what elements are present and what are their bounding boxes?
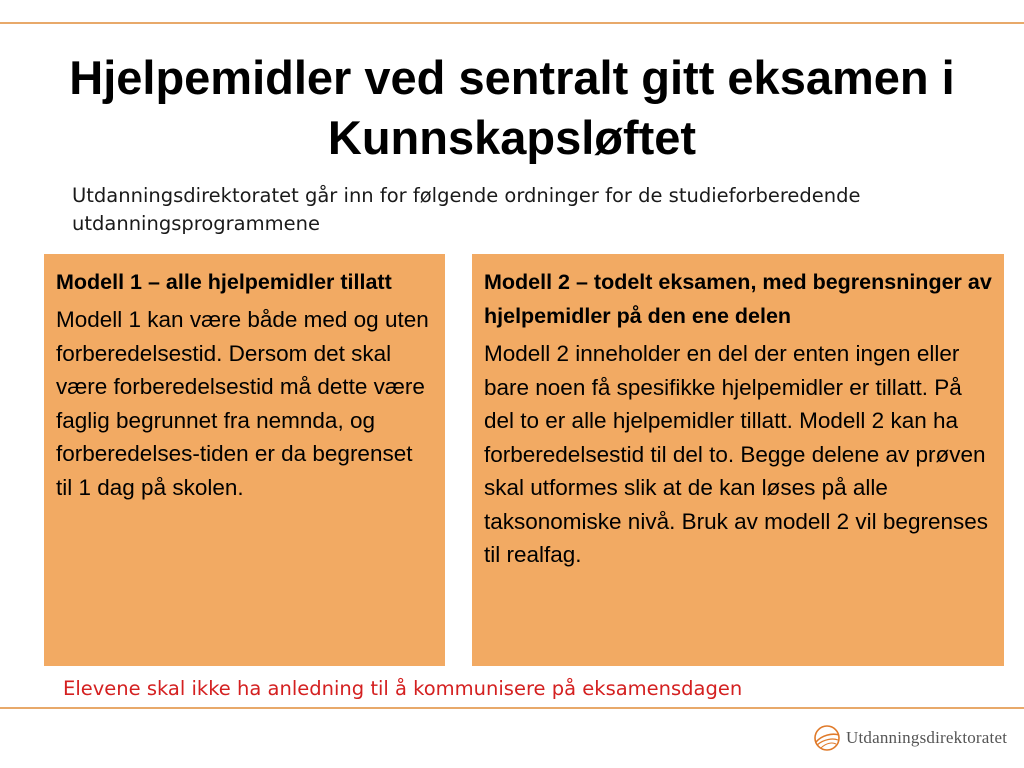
slide-subtitle: Utdanningsdirektoratet går inn for følgende ordninger for de studieforberedende utdanningsprogrammene (72, 184, 861, 235)
model-1-box (44, 254, 447, 666)
slide-title: Hjelpemidler ved sentralt gitt eksamen i Kunnskapsløftet (69, 51, 955, 164)
top-divider-line (0, 22, 1024, 24)
utdanningsdirektoratet-logo (812, 718, 1007, 758)
globe-swoosh-icon (812, 723, 842, 753)
model-2-body: Modell 2 inneholder en del der enten ingen eller bare noen få spesifikke hjelpemidler er tillatt. På del to er alle hjelpemidler tillatt. Modell 2 kan ha forberedelsestid til del to. Begge delene av prøven skal utformes slik at de kan løses på alle taksonomiske nivå. Bruk av modell 2 vil begrenses til realfag. (484, 341, 988, 567)
model-1-heading: Modell 1 – alle hjelpemidler tillatt (56, 270, 392, 294)
model-2-heading: Modell 2 – todelt eksamen, med begrensninger av hjelpemidler på den ene delen (484, 270, 992, 328)
logo-text: Utdanningsdirektoratet (846, 728, 1008, 747)
bottom-divider-line (0, 707, 1024, 709)
model-1-body: Modell 1 kan være både med og uten forberedelsestid. Dersom det skal være forberedelsestid må dette være faglig begrunnet fra nemnda, og forberedelses-tiden er da begrenset til 1 dag på skolen. (56, 307, 429, 500)
model-2-box (472, 254, 1004, 666)
footer-note: Elevene skal ikke ha anledning til å kommunisere på eksamensdagen (63, 677, 743, 700)
